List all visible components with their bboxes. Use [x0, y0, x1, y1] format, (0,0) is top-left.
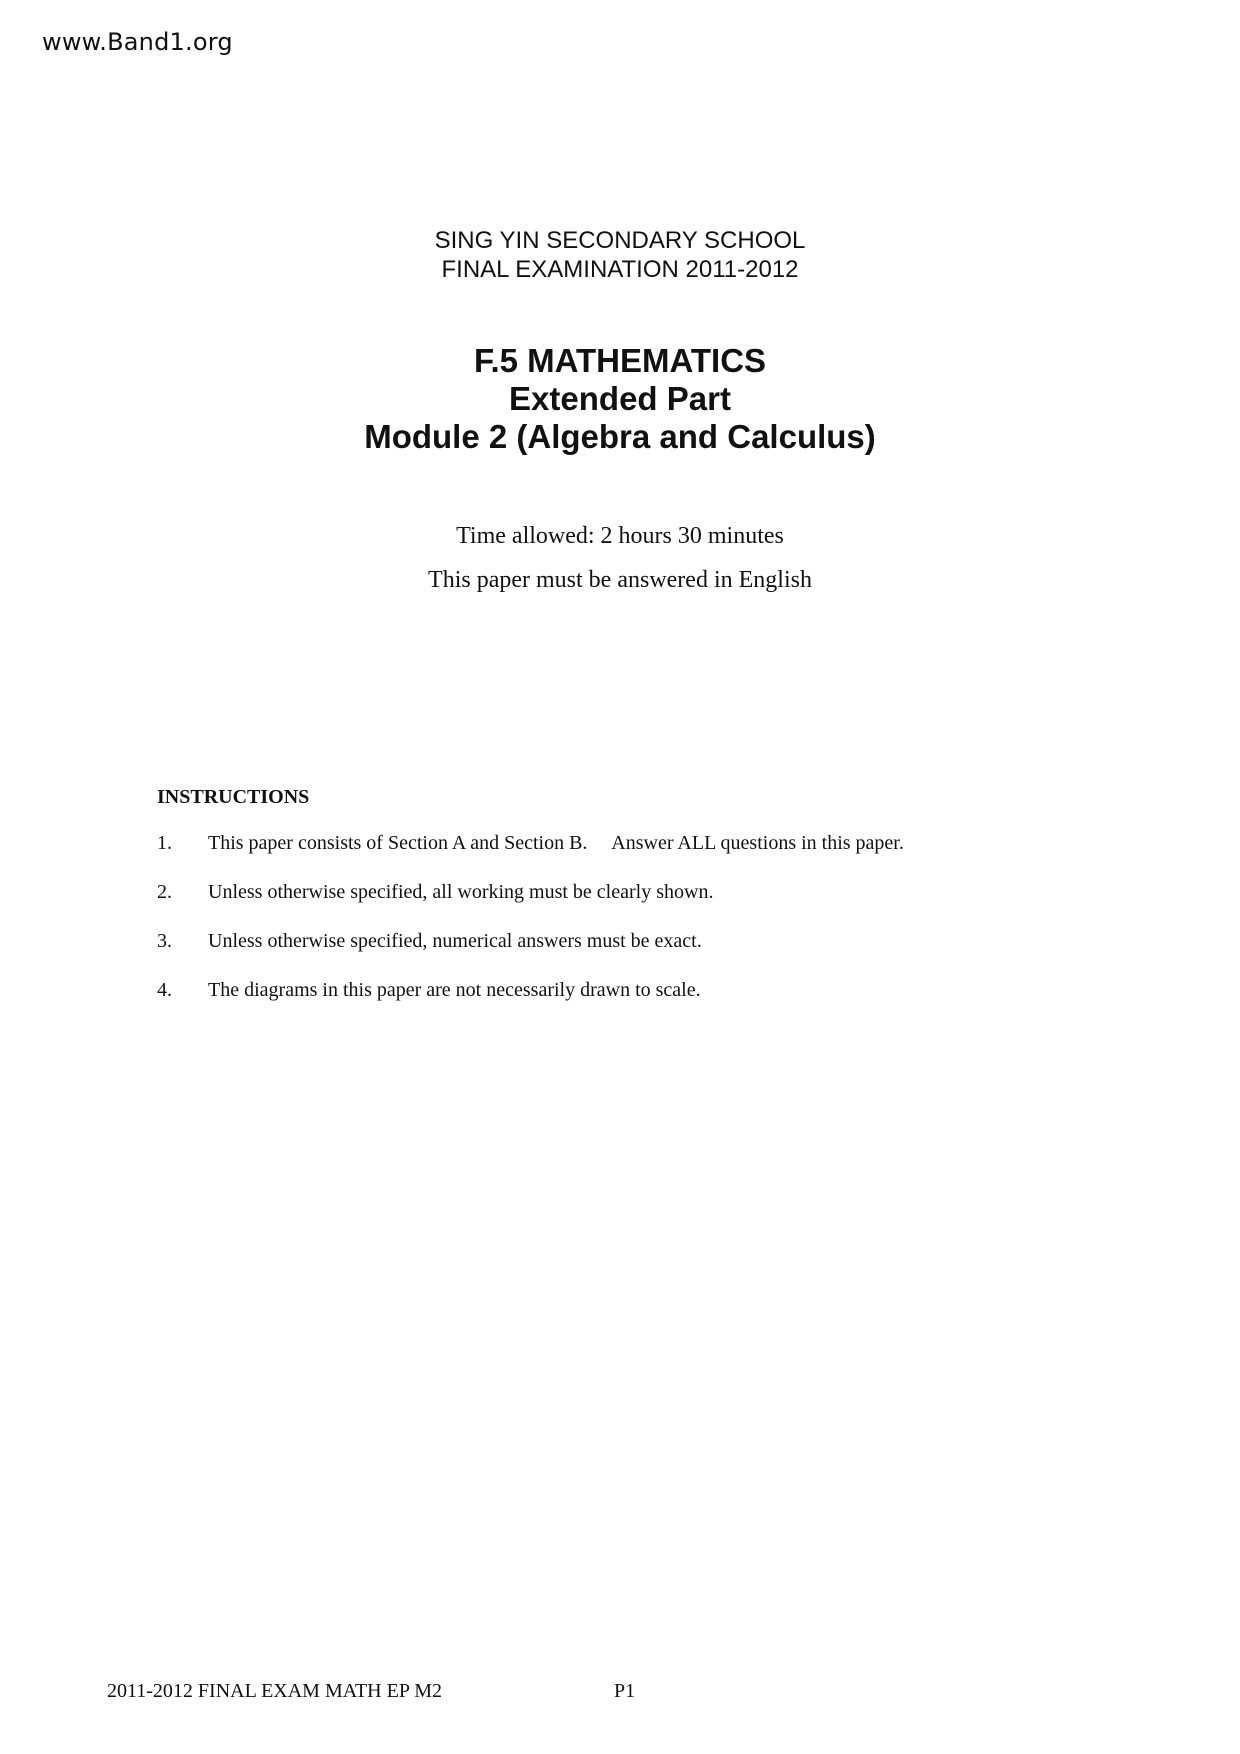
instruction-text: Unless otherwise specified, numerical answers must be exact.: [208, 930, 702, 952]
instruction-text: Unless otherwise specified, all working must be clearly shown.: [208, 881, 714, 903]
instruction-text: The diagrams in this paper are not necessarily drawn to scale.: [208, 979, 701, 1001]
module-title: Module 2 (Algebra and Calculus): [364, 418, 876, 455]
instruction-text: This paper consists of Section A and Section B. Answer ALL questions in this paper.: [208, 832, 904, 854]
time-allowed: Time allowed: 2 hours 30 minutes: [456, 523, 784, 549]
instructions-heading: INSTRUCTIONS: [157, 786, 310, 808]
paper-meta: [0, 514, 1240, 602]
footer-page-number: P1: [614, 1680, 636, 1702]
school-name: SING YIN SECONDARY SCHOOL: [434, 227, 806, 254]
watermark-url: www.Band1.org: [42, 28, 233, 56]
instruction-number: 3.: [157, 930, 172, 952]
footer-paper-code: 2011-2012 FINAL EXAM MATH EP M2: [107, 1680, 442, 1702]
instruction-item: [157, 929, 904, 978]
instruction-number: 1.: [157, 832, 172, 854]
instruction-item: [157, 831, 904, 880]
paper-titles: [0, 342, 1240, 456]
language-note: This paper must be answered in English: [428, 567, 812, 593]
instruction-item: [157, 880, 904, 929]
instruction-number: 2.: [157, 881, 172, 903]
subject-title: F.5 MATHEMATICS: [473, 342, 767, 379]
instruction-number: 4.: [157, 979, 172, 1001]
instructions-section: [157, 785, 904, 1027]
part-title: Extended Part: [509, 380, 731, 417]
exam-name: FINAL EXAMINATION 2011-2012: [441, 256, 799, 283]
instruction-item: [157, 978, 904, 1027]
school-header: [0, 226, 1240, 284]
